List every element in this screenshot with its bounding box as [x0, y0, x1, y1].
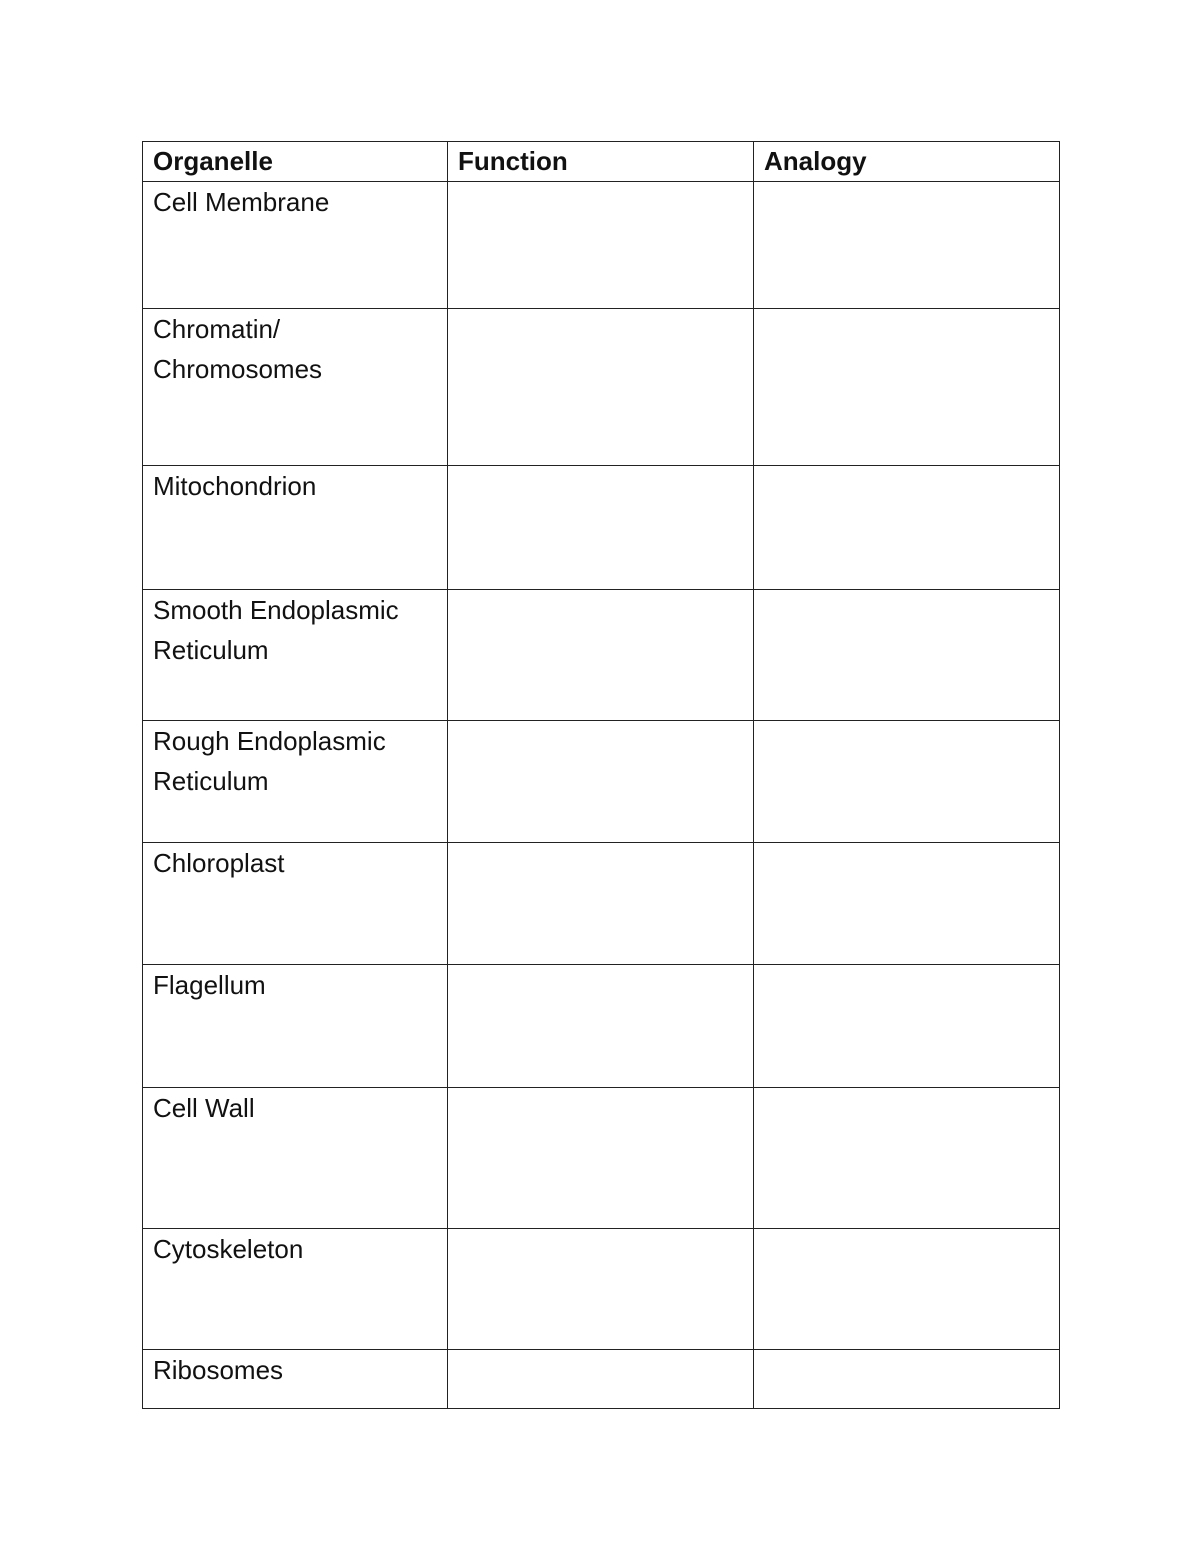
- organelle-cell: Cytoskeleton: [143, 1229, 448, 1350]
- analogy-cell[interactable]: [754, 965, 1060, 1088]
- analogy-cell[interactable]: [754, 590, 1060, 721]
- function-cell[interactable]: [448, 1350, 754, 1409]
- organelle-cell: Chloroplast: [143, 843, 448, 965]
- function-cell[interactable]: [448, 182, 754, 309]
- function-cell[interactable]: [448, 965, 754, 1088]
- table-row: [143, 182, 1060, 309]
- header-function: Function: [448, 142, 754, 182]
- analogy-cell[interactable]: [754, 721, 1060, 843]
- table-row: [143, 965, 1060, 1088]
- header-organelle: Organelle: [143, 142, 448, 182]
- table-row: [143, 843, 1060, 965]
- header-analogy: Analogy: [754, 142, 1060, 182]
- analogy-cell[interactable]: [754, 1229, 1060, 1350]
- organelle-table: [142, 141, 1060, 1409]
- function-cell[interactable]: [448, 466, 754, 590]
- organelle-cell: Cell Membrane: [143, 182, 448, 309]
- table-row: [143, 1350, 1060, 1409]
- table-row: [143, 1088, 1060, 1229]
- analogy-cell[interactable]: [754, 1088, 1060, 1229]
- table-row: [143, 1229, 1060, 1350]
- table-row: [143, 466, 1060, 590]
- organelle-cell: Smooth Endoplasmic Reticulum: [143, 590, 448, 721]
- analogy-cell[interactable]: [754, 843, 1060, 965]
- function-cell[interactable]: [448, 1088, 754, 1229]
- organelle-cell: Ribosomes: [143, 1350, 448, 1409]
- analogy-cell[interactable]: [754, 466, 1060, 590]
- function-cell[interactable]: [448, 843, 754, 965]
- organelle-cell: Rough Endoplasmic Reticulum: [143, 721, 448, 843]
- function-cell[interactable]: [448, 309, 754, 466]
- table-header-row: [143, 142, 1060, 182]
- analogy-cell[interactable]: [754, 1350, 1060, 1409]
- table-row: [143, 309, 1060, 466]
- table-row: [143, 721, 1060, 843]
- organelle-cell: Cell Wall: [143, 1088, 448, 1229]
- organelle-cell: Mitochondrion: [143, 466, 448, 590]
- analogy-cell[interactable]: [754, 182, 1060, 309]
- function-cell[interactable]: [448, 590, 754, 721]
- organelle-cell: Chromatin/ Chromosomes: [143, 309, 448, 466]
- table-row: [143, 590, 1060, 721]
- analogy-cell[interactable]: [754, 309, 1060, 466]
- function-cell[interactable]: [448, 721, 754, 843]
- function-cell[interactable]: [448, 1229, 754, 1350]
- organelle-cell: Flagellum: [143, 965, 448, 1088]
